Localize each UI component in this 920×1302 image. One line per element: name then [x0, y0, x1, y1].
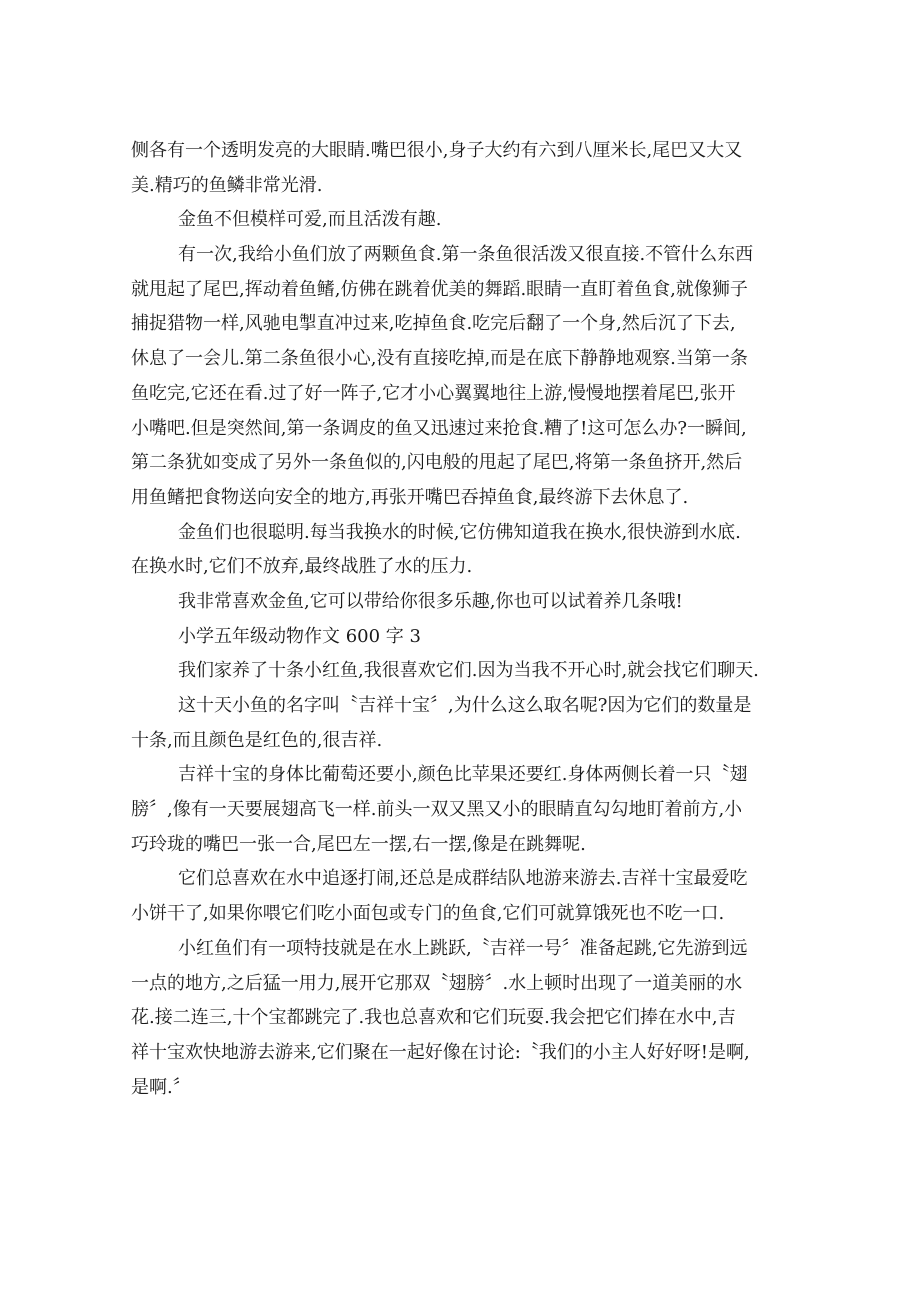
- text-line: 美.精巧的鱼鳞非常光滑.: [131, 174, 323, 196]
- text-line: 巧玲珑的嘴巴一张一合,尾巴左一摆,右一摆,像是在跳舞呢.: [131, 833, 586, 855]
- text-line: 小饼干了,如果你喂它们吃小面包或专门的鱼食,它们可就算饿死也不吃一口.: [131, 903, 725, 925]
- text-line: 我们家养了十条小红鱼,我很喜欢它们.因为当我不开心时,就会找它们聊天.: [178, 660, 759, 682]
- text-line: 鱼吃完,它还在看.过了好一阵子,它才小心翼翼地往上游,慢慢地摆着尾巴,张开: [131, 382, 736, 404]
- text-line: 小嘴吧.但是突然间,第一条调皮的鱼又迅速过来抢食.糟了!这可怎么办?一瞬间,: [131, 417, 747, 439]
- text-line: 我非常喜欢金鱼,它可以带给你很多乐趣,你也可以试着养几条哦!: [178, 590, 683, 612]
- text-line: 这十天小鱼的名字叫〝吉祥十宝〞,为什么这么取名呢?因为它们的数量是: [178, 695, 752, 716]
- text-line: 侧各有一个透明发亮的大眼睛.嘴巴很小,身子大约有六到八厘米长,尾巴又大又: [131, 140, 743, 161]
- text-line: 十条,而且颜色是红色的,很吉祥.: [131, 729, 383, 751]
- text-line: 金鱼们也很聪明.每当我换水的时候,它仿佛知道我在换水,很快游到水底.: [178, 521, 741, 543]
- text-line: 是啊.〞: [131, 1076, 191, 1098]
- essay-text-body: [131, 134, 791, 1105]
- text-line: 膀〞,像有一天要展翅高飞一样.前头一双又黑又小的眼睛直勾勾地盯着前方,小: [131, 799, 743, 821]
- text-line: 一点的地方,之后猛一用力,展开它那双〝翅膀〞.水上顿时出现了一道美丽的水: [131, 972, 743, 994]
- text-line: 祥十宝欢快地游去游来,它们聚在一起好像在讨论:〝我们的小主人好好呀!是啊,: [131, 1041, 750, 1063]
- text-line: 它们总喜欢在水中追逐打闹,还总是成群结队地游来游去.吉祥十宝最爱吃: [178, 868, 748, 890]
- text-line: 吉祥十宝的身体比葡萄还要小,颜色比苹果还要红.身体两侧长着一只〝翅: [178, 764, 748, 786]
- text-line: 捕捉猎物一样,风驰电掣直冲过来,吃掉鱼食.吃完后翻了一个身,然后沉了下去,: [131, 313, 736, 335]
- text-line: 有一次,我给小鱼们放了两颗鱼食.第一条鱼很活泼又很直接.不管什么东西: [178, 244, 754, 266]
- text-line: 金鱼不但模样可爱,而且活泼有趣.: [178, 209, 442, 231]
- text-line: 就甩起了尾巴,挥动着鱼鳍,仿佛在跳着优美的舞蹈.眼睛一直盯着鱼食,就像狮子: [131, 278, 748, 300]
- text-line: 第二条犹如变成了另外一条鱼似的,闪电般的甩起了尾巴,将第一条鱼挤开,然后: [131, 452, 743, 474]
- text-line: 在换水时,它们不放弃,最终战胜了水的压力.: [131, 556, 473, 578]
- text-line: 小红鱼们有一项特技就是在水上跳跃,〝吉祥一号〞准备起跳,它先游到远: [178, 937, 748, 959]
- text-line: 小学五年级动物作文 600 字 3: [178, 625, 421, 647]
- text-line: 用鱼鳍把食物送向安全的地方,再张开嘴巴吞掉鱼食,最终游下去休息了.: [131, 486, 689, 508]
- text-line: 休息了一会儿.第二条鱼很小心,没有直接吃掉,而是在底下静静地观察.当第一条: [131, 348, 748, 370]
- text-line: 花.接二连三,十个宝都跳完了.我也总喜欢和它们玩耍.我会把它们捧在水中,吉: [131, 1007, 736, 1029]
